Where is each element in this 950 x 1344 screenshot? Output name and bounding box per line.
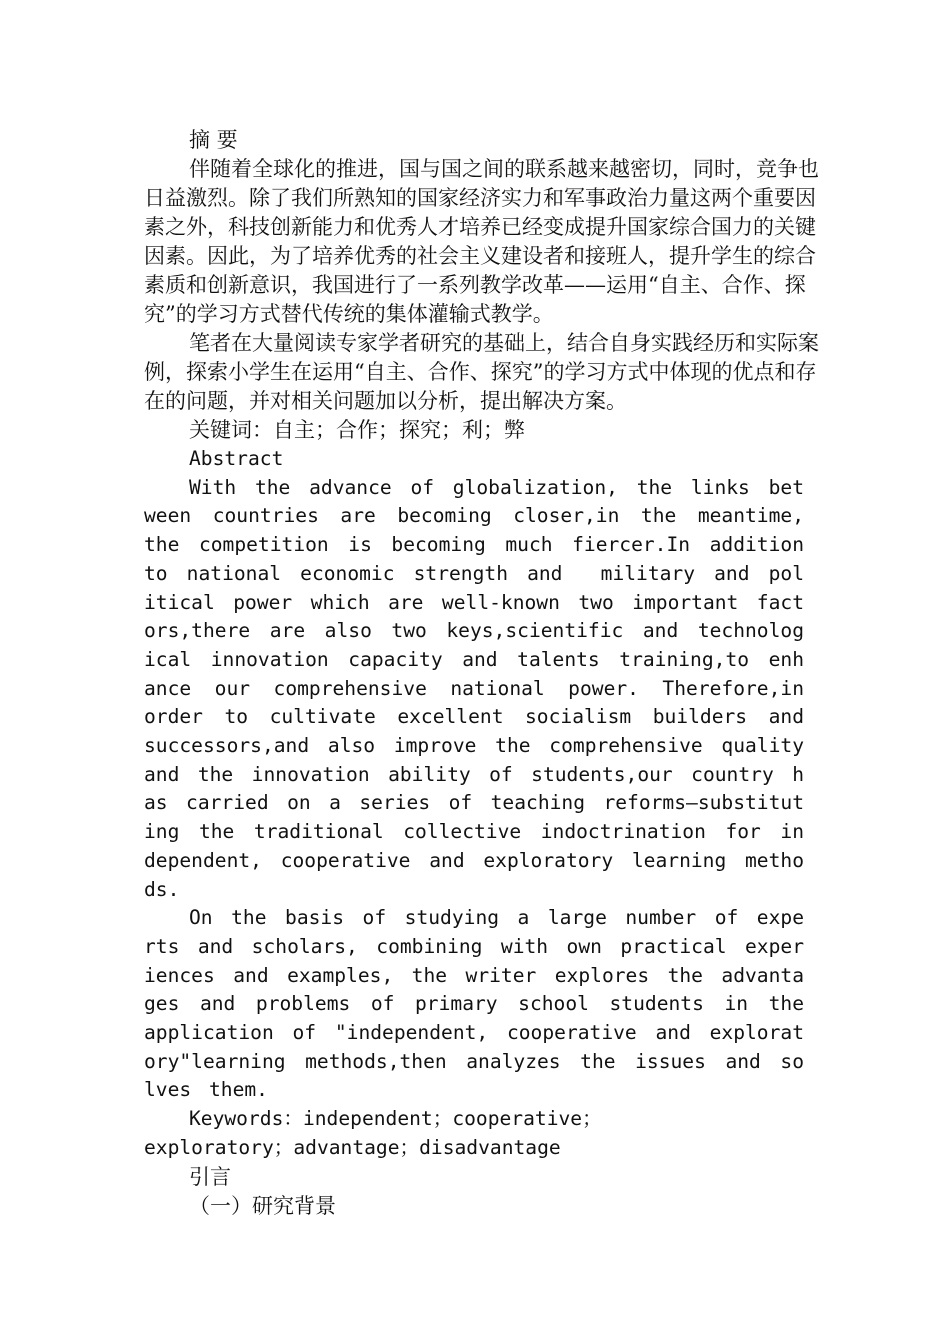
en-abstract-paragraph-2: On the basis of studying a large number of experts and scholars, combining with own practical experiences and examples, the writer explores the advantages and problems of primary school students in the application of "independent, cooperative and exploratory"learning methods,then analyzes the issues and solves them. bbox=[144, 906, 822, 1102]
cn-abstract-paragraph-2: 笔者在大量阅读专家学者研究的基础上，结合自身实践经历和实际案例，探索小学生在运用“自主、合作、探究”的学习方式中体现的优点和存在的问题，并对相关问题加以分析，提出解决方案。 bbox=[144, 331, 819, 413]
cn-keywords: 关键词：自主；合作；探究；利；弊 bbox=[189, 418, 525, 442]
intro-heading: 引言 bbox=[189, 1164, 231, 1189]
intro-subheading: （一）研究背景 bbox=[189, 1193, 336, 1218]
en-abstract-paragraph-1: With the advance of globalization, the links between countries are becoming closer,in the meantime, the competition is becoming much fiercer.In addition to national economic strength and military and political power which are well-known two important factors,there are also two keys,scientific and technological innovation capacity and talents training,to enhance our comprehensive national power. Therefore,in order to cultivate excellent socialism builders and successors,and also improve the comprehensive quality and the innovation ability of students,our country has carried on a series of teaching reforms—substituting the traditional collective indoctrination for independent, cooperative and exploratory learning methods. bbox=[144, 475, 822, 901]
cn-abstract-paragraph-1: 伴随着全球化的推进，国与国之间的联系越来越密切，同时，竞争也日益激烈。除了我们所熟知的国家经济实力和军事政治力量这两个重要因素之外，科技创新能力和优秀人才培养已经变成提升国家综合国力的关键因素。因此，为了培养优秀的社会主义建设者和接班人，提升学生的综合素质和创新意识，我国进行了一系列教学改革——运用“自主、合作、探究”的学习方式替代传统的集体灌输式教学。 bbox=[144, 157, 819, 326]
document-page bbox=[144, 126, 824, 1221]
cn-abstract-heading: 摘 要 bbox=[189, 128, 238, 152]
en-abstract-heading: Abstract bbox=[189, 447, 284, 470]
en-keywords: Keywords：independent；cooperative；exploratory；advantage；disadvantage bbox=[144, 1107, 602, 1159]
